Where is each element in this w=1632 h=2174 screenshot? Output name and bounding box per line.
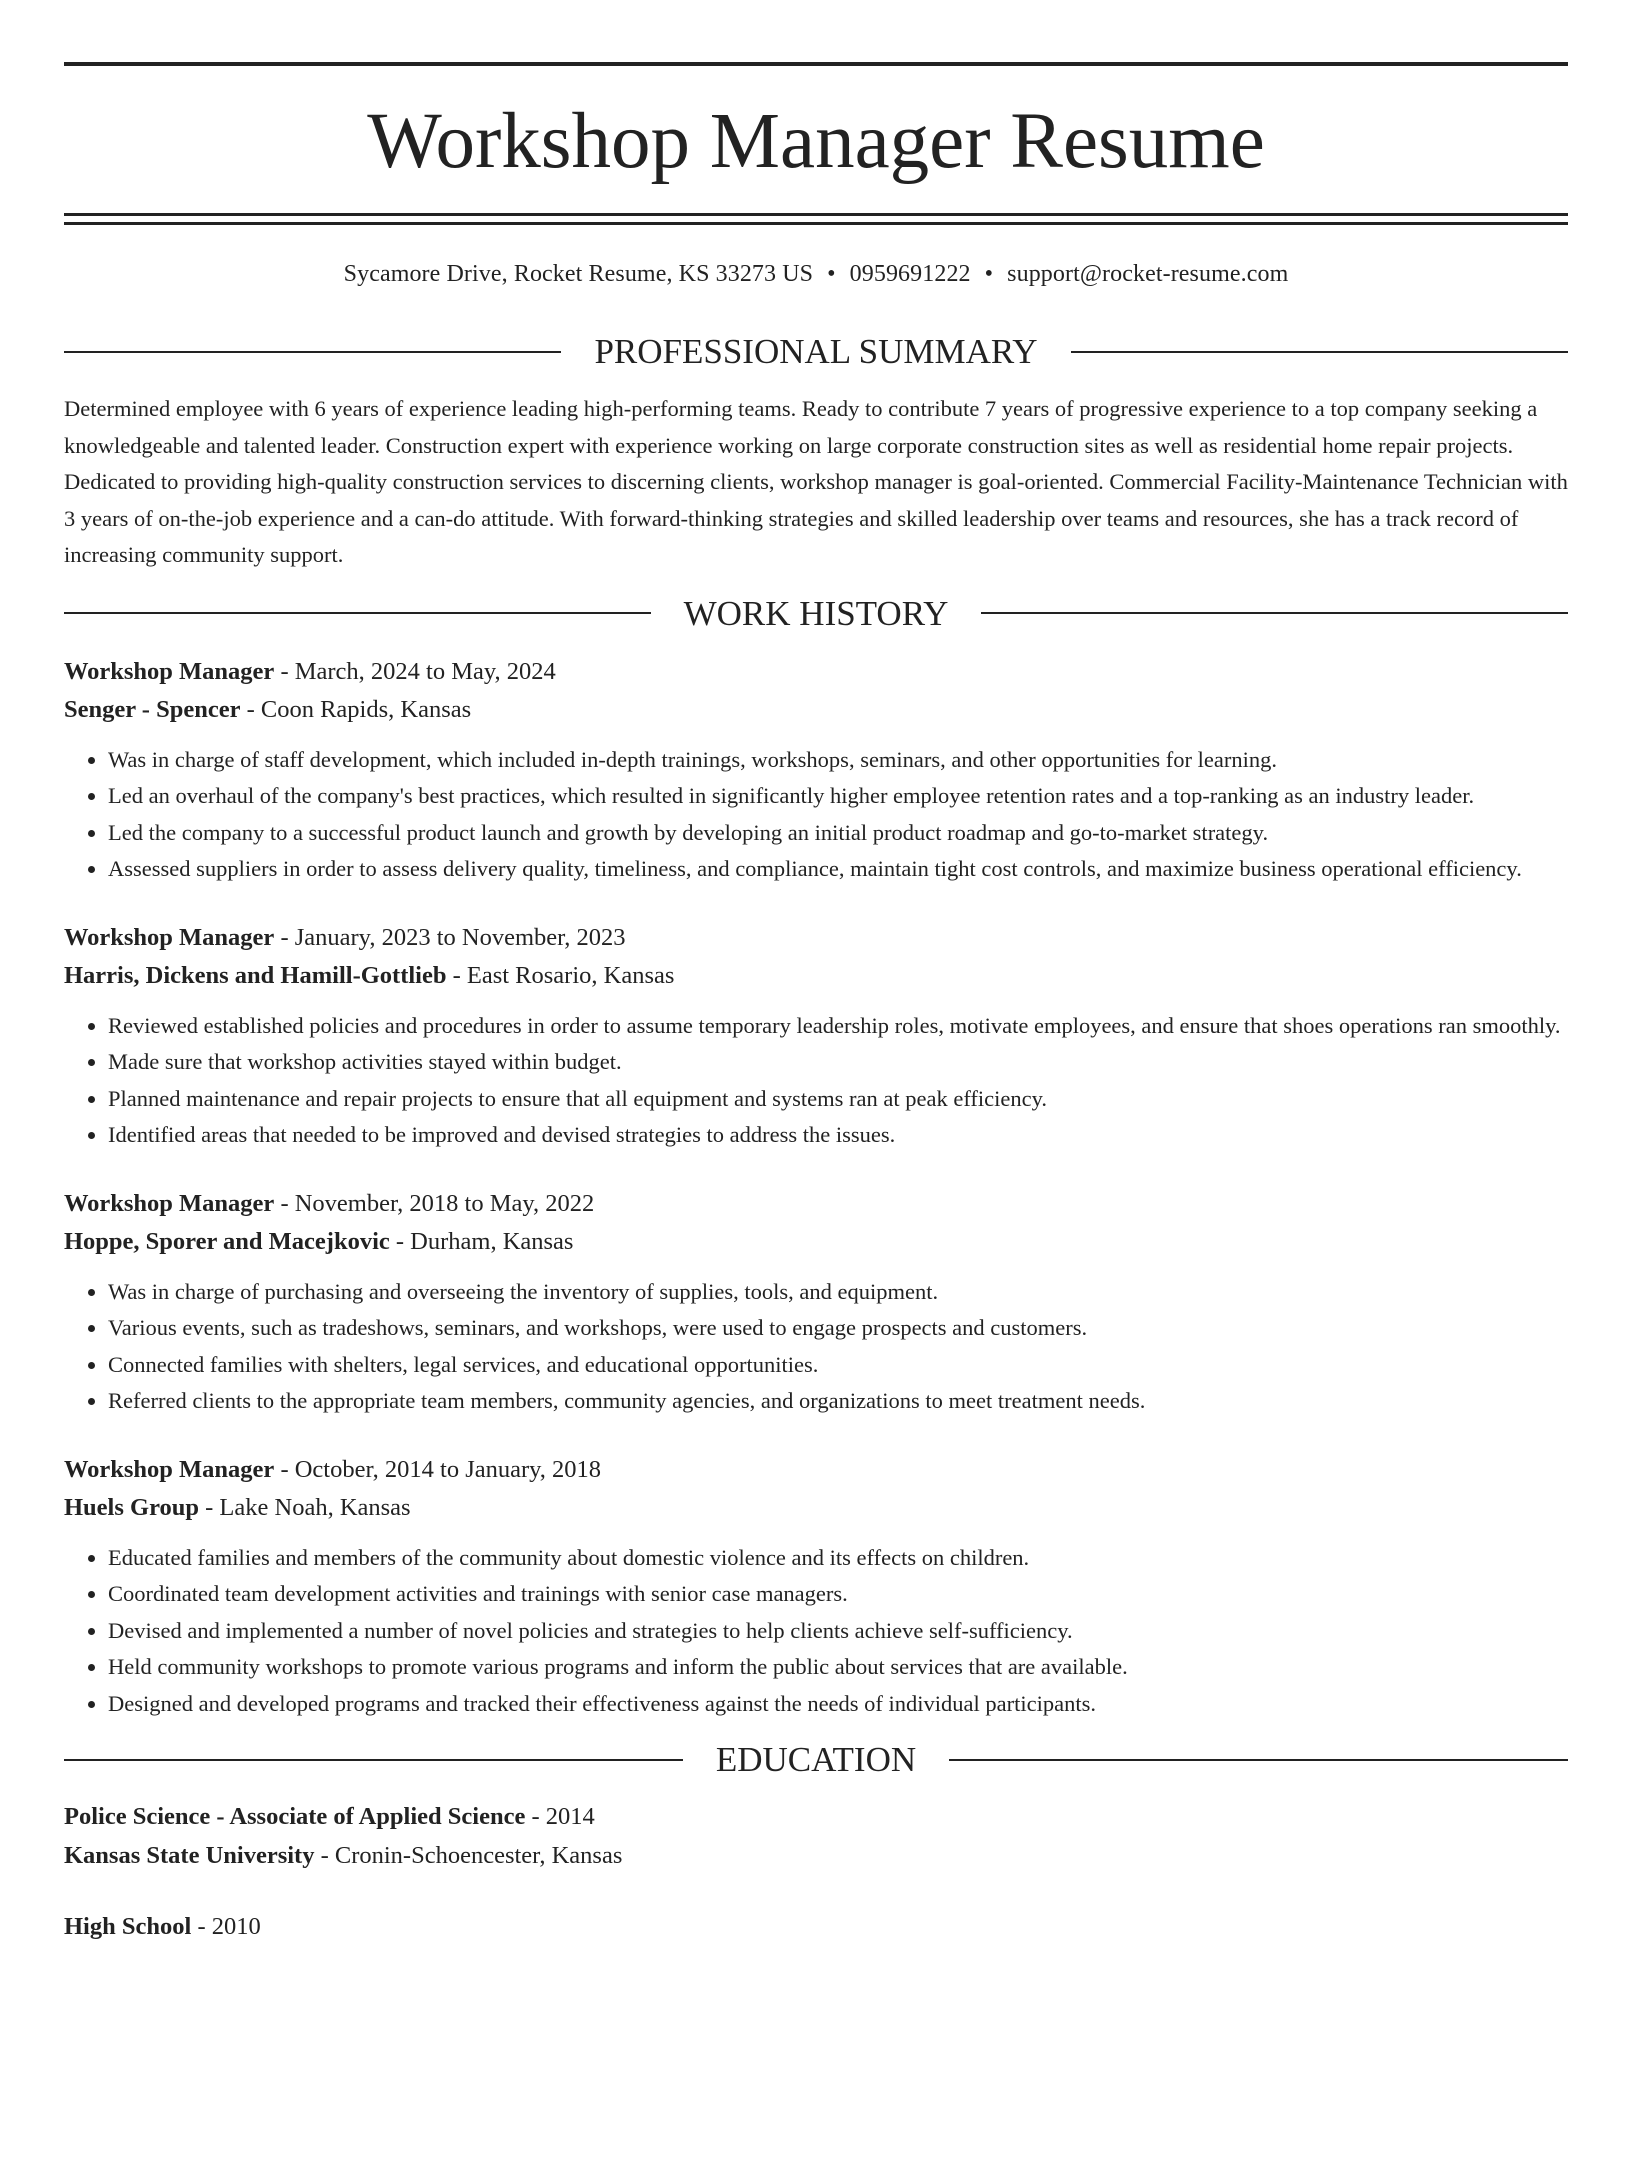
job-entry — [64, 919, 1568, 1154]
heading-rule-left — [64, 351, 561, 353]
job-title-line — [64, 1185, 1568, 1224]
job-bullet: • Was in charge of purchasing and overseeing the inventory of supplies, tools, and equipment. — [108, 1274, 1568, 1311]
job-bullet: • Various events, such as tradeshows, seminars, and workshops, were used to engage prospects and customers. — [108, 1310, 1568, 1347]
job-title: Workshop Manager — [64, 1455, 275, 1483]
heading-rule-left — [64, 1759, 683, 1761]
job-bullet: • Devised and implemented a number of novel policies and strategies to help clients achieve self-sufficiency. — [108, 1613, 1568, 1650]
education-school-line — [64, 1837, 1568, 1876]
contact-email: support@rocket-resume.com — [1007, 261, 1289, 287]
education-year: - 2014 — [525, 1803, 595, 1830]
contact-line — [64, 262, 1568, 286]
job-bullets — [64, 1274, 1568, 1420]
job-dates: - March, 2024 to May, 2024 — [274, 657, 556, 685]
title-double-rule — [64, 213, 1568, 225]
education-degree: High School — [64, 1913, 192, 1940]
job-bullet: • Was in charge of staff development, which included in-depth trainings, workshops, seminars, and other opportunities for learning. — [108, 742, 1568, 779]
job-location: - Lake Noah, Kansas — [199, 1494, 411, 1521]
job-bullet: • Reviewed established policies and procedures in order to assume temporary leadership roles, motivate employees, and ensure that shoes operations ran smoothly. — [108, 1008, 1568, 1045]
education-school: Kansas State University — [64, 1841, 315, 1869]
job-company: Senger - Spencer — [64, 696, 241, 723]
job-entry — [64, 653, 1568, 888]
job-bullet: • Connected families with shelters, legal services, and educational opportunities. — [108, 1347, 1568, 1384]
contact-separator: • — [984, 261, 994, 287]
summary-section-heading — [64, 334, 1568, 369]
job-title-line — [64, 919, 1568, 958]
job-bullet: • Designed and developed programs and tracked their effectiveness against the needs of individual participants. — [108, 1686, 1568, 1723]
heading-rule-left — [64, 612, 651, 614]
education-entry — [64, 1798, 1568, 1875]
job-title-line — [64, 653, 1568, 692]
job-dates: - January, 2023 to November, 2023 — [274, 923, 626, 951]
contact-phone: 0959691222 — [849, 261, 971, 287]
job-bullet: • Led an overhaul of the company's best practices, which resulted in significantly higher employee retention rates and a top-ranking as an industry leader. — [108, 778, 1568, 815]
summary-text: Determined employee with 6 years of experience leading high-performing teams. Ready to contribute 7 years of progressive experience to a top company seeking a knowledgeable and talented leader. Construction expert with experience working on large corporate construction sites as well as residential home repair projects. Dedicated to providing high-quality construction services to discerning clients, workshop manager is goal-oriented. Commercial Facility-Maintenance Technician with 3 years of on-the-job experience and a can-do attitude. With forward-thinking strategies and skilled leadership over teams and resources, she has a track record of increasing community support. — [64, 396, 1568, 567]
job-bullet: • Led the company to a successful product launch and growth by developing an initial product roadmap and go-to-market strategy. — [108, 815, 1568, 852]
heading-rule-right — [981, 612, 1568, 614]
contact-separator: • — [827, 261, 836, 287]
job-title: Workshop Manager — [64, 923, 275, 951]
resume-page — [0, 62, 1632, 2174]
top-rule — [64, 62, 1568, 66]
job-company: Huels Group — [64, 1494, 200, 1521]
education-degree: Police Science - Associate of Applied Science — [64, 1803, 526, 1830]
job-company-line — [64, 957, 1568, 996]
contact-address: Sycamore Drive, Rocket Resume, KS 33273 US — [343, 261, 814, 287]
job-bullet: • Planned maintenance and repair projects to ensure that all equipment and systems ran at peak efficiency. — [108, 1081, 1568, 1118]
job-location: - East Rosario, Kansas — [446, 962, 675, 989]
page-title: Workshop Manager Resume — [367, 98, 1265, 185]
job-dates: - November, 2018 to May, 2022 — [274, 1189, 595, 1217]
job-bullets — [64, 742, 1568, 888]
job-bullet: • Referred clients to the appropriate team members, community agencies, and organizations to meet treatment needs. — [108, 1383, 1568, 1420]
job-bullet: • Made sure that workshop activities stayed within budget. — [108, 1044, 1568, 1081]
job-bullets — [64, 1008, 1568, 1154]
education-entry — [64, 1908, 1568, 1947]
job-dates: - October, 2014 to January, 2018 — [274, 1455, 602, 1483]
heading-rule-right — [949, 1759, 1568, 1761]
job-company-line — [64, 1223, 1568, 1262]
education-section-heading — [64, 1742, 1568, 1777]
education-year: - 2010 — [191, 1913, 261, 1940]
job-bullet: • Educated families and members of the community about domestic violence and its effects on children. — [108, 1540, 1568, 1577]
job-company: Hoppe, Sporer and Macejkovic — [64, 1228, 390, 1255]
job-company: Harris, Dickens and Hamill-Gottlieb — [64, 962, 447, 989]
summary-heading-label: PROFESSIONAL SUMMARY — [594, 332, 1038, 371]
education-degree-line — [64, 1798, 1568, 1837]
job-bullet: • Coordinated team development activities and trainings with senior case managers. — [108, 1576, 1568, 1613]
job-location: - Coon Rapids, Kansas — [240, 696, 472, 723]
job-bullets — [64, 1540, 1568, 1723]
job-company-line — [64, 691, 1568, 730]
work-heading-label: WORK HISTORY — [683, 593, 949, 633]
work-section-heading — [64, 593, 1568, 633]
job-bullet: • Assessed suppliers in order to assess delivery quality, timeliness, and compliance, maintain tight cost controls, and maximize business operational efficiency. — [108, 851, 1568, 888]
job-title: Workshop Manager — [64, 1189, 275, 1217]
job-entry — [64, 1185, 1568, 1420]
job-bullet: • Held community workshops to promote various programs and inform the public about services that are available. — [108, 1649, 1568, 1686]
job-title-line — [64, 1451, 1568, 1490]
job-location: - Durham, Kansas — [389, 1228, 574, 1255]
education-degree-line — [64, 1908, 1568, 1947]
education-location: - Cronin-Schoencester, Kansas — [314, 1841, 623, 1869]
heading-rule-right — [1071, 351, 1568, 353]
job-company-line — [64, 1489, 1568, 1528]
job-bullet: • Identified areas that needed to be improved and devised strategies to address the issues. — [108, 1117, 1568, 1154]
job-title: Workshop Manager — [64, 657, 275, 685]
education-heading-label: EDUCATION — [715, 1740, 917, 1779]
job-entry — [64, 1451, 1568, 1723]
